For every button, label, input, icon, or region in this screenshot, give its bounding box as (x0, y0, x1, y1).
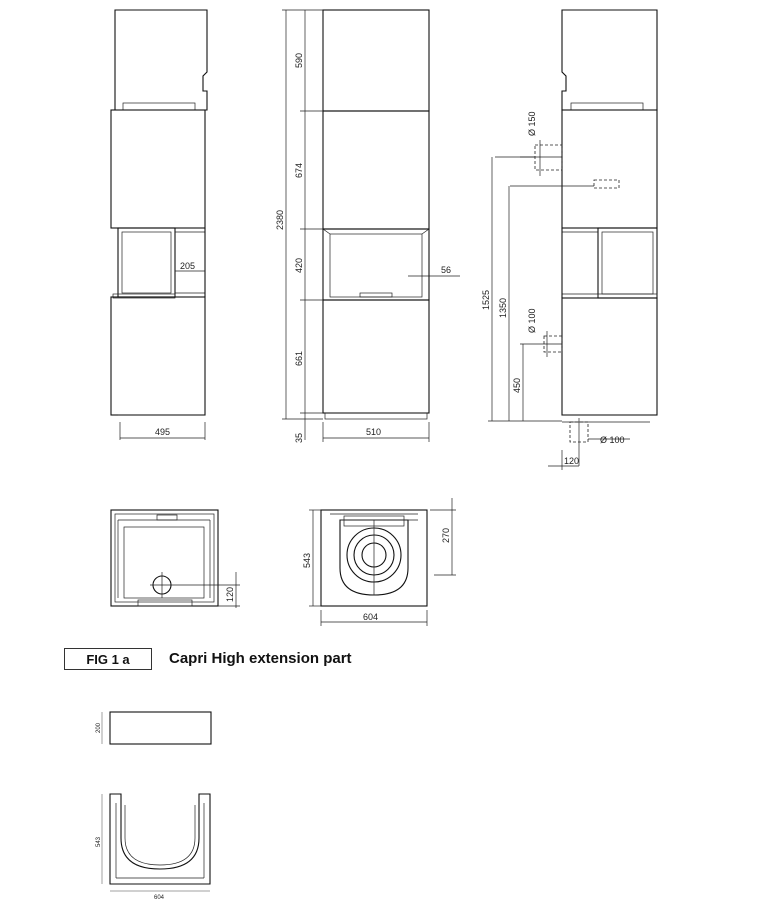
front-plinth-height-label: 35 (294, 432, 304, 443)
figure-title: Capri High extension part (169, 650, 352, 667)
front-width-label: 510 (366, 427, 382, 437)
plan-right-depth-label: 543 (302, 552, 312, 568)
side-view (111, 10, 207, 440)
height-1350-label: 1350 (498, 297, 508, 318)
plan-left-offset-label: 120 (225, 586, 235, 602)
extension-depth-label: 543 (96, 836, 102, 847)
extension-width-label: 604 (154, 895, 165, 901)
front-upper-height-label: 674 (294, 162, 304, 178)
bottom-offset-label: 120 (564, 456, 580, 466)
height-1525-label: 1525 (481, 289, 491, 310)
bottom-outlet-diameter-label: Ø 100 (600, 435, 625, 445)
side-glass-depth-label: 205 (180, 261, 196, 271)
top-outlet-diameter-label: Ø 150 (527, 111, 537, 136)
figure-label: FIG 1 a (64, 648, 152, 670)
plan-right-width-label: 604 (363, 612, 379, 622)
plan-view-left (111, 510, 240, 608)
connection-view (481, 10, 657, 470)
front-view (275, 10, 460, 443)
front-glass-offset-label: 56 (441, 265, 452, 275)
plan-right-flue-offset-label: 270 (441, 527, 451, 543)
extension-height-label: 200 (96, 722, 102, 733)
side-width-label: 495 (155, 427, 171, 437)
front-top-height-label: 590 (294, 52, 304, 68)
extension-top-view (96, 712, 211, 744)
plan-view-right (302, 498, 456, 626)
front-lower-height-label: 661 (294, 350, 304, 366)
extension-bottom-view (96, 794, 210, 901)
height-450-label: 450 (512, 377, 522, 393)
front-fire-height-label: 420 (294, 257, 304, 273)
front-total-height-label: 2380 (275, 209, 285, 230)
rear-outlet-diameter-label: Ø 100 (527, 308, 537, 333)
